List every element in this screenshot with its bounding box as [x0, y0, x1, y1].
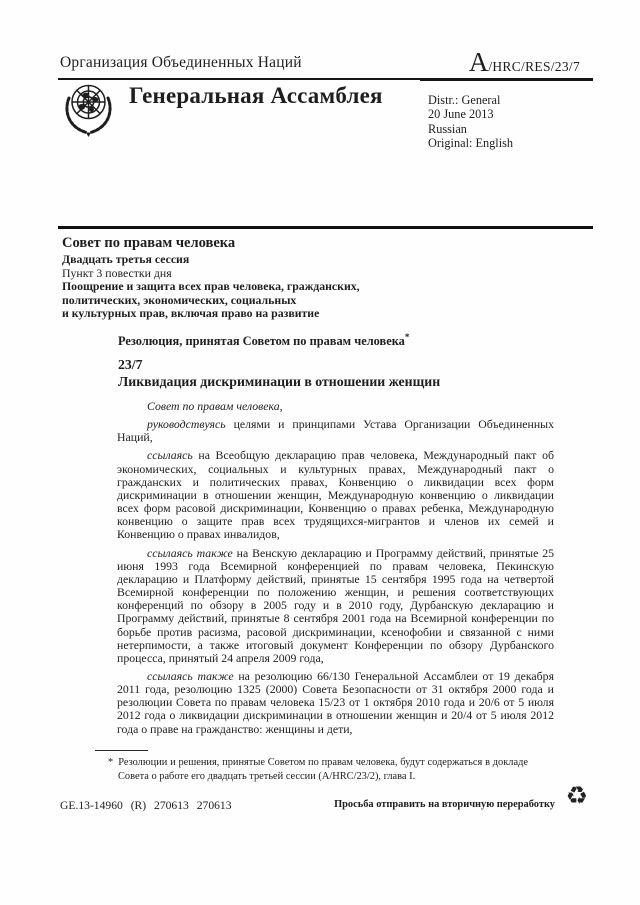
distr-line: Distr.: General [428, 93, 501, 107]
recycle-icon: ♻ [565, 781, 588, 810]
session-number: Двадцать третья сессия [62, 252, 190, 266]
resolution-heading-text: Резолюция, принятая Советом по правам человека [118, 334, 405, 349]
paragraph-lead: руководствуясь [147, 417, 226, 432]
ge-distribution-code: GE.13-14960 (R) 270613 270613 [60, 799, 232, 812]
paragraph-text: на Венскую декларацию и Программу действий, принятые 25 июня 1993 года Всемирной конференцией по правам человека, Пекинскую декларацию и Платформу действий, принятые 15 сентября 1995 года на четвертой Всемирной конференции по положению женщин, и решения соответствующих конференций по обзору в 2005 году и в 2010 году, Дурбанскую декларацию и Программу действий, принятые 8 сентября 2001 года на Всемирной конференции по борьбе против расизма, расовой дискриминации, ксенофобии и связанной с ними нетерпимости, а также итоговый документ Конференции по обзору Дурбанского процесса, принятый 24 апреля 2009 года, [117, 545, 555, 665]
paragraph-text: на Всеобщую декларацию прав человека, Международный пакт об экономических, социальных и культурных правах, Международный пакт о гражданских и политических правах, Конвенцию о ликвидации всех форм дискриминации в отношении женщин, Международную конвенцию о ликвидации всех форм расовой дискриминации, Конвенцию о правах ребенка, Международную конвенцию о защите прав всех трудящихся-мигрантов и членов их семей и Конвенцию о правах инвалидов, [117, 448, 554, 542]
document-symbol-prefix: A [468, 47, 489, 77]
agenda-title-line: Поощрение и защита всех прав человека, гражданских, [62, 279, 360, 293]
resolution-title: Ликвидация дискриминации в отношении женщин [118, 374, 441, 389]
resolution-heading [118, 332, 409, 349]
footnote-reference-mark: * [404, 332, 410, 342]
resolution-body [117, 400, 554, 741]
distr-line: Original: English [428, 136, 514, 151]
council-name: Совет по правам человека [62, 235, 236, 251]
paragraph-lead: ссылаясь также [147, 545, 233, 560]
masthead-rule-right [420, 78, 593, 81]
body-paragraph [117, 418, 554, 444]
masthead-title: Генеральная Ассамблея [129, 83, 383, 108]
footnote-mark: * [108, 757, 114, 768]
un-emblem-icon [61, 81, 116, 138]
masthead-divider [58, 226, 593, 229]
paragraph-lead: Совет по правам человека, [147, 399, 283, 413]
body-paragraph [117, 547, 554, 665]
paragraph-lead: ссылаясь также [147, 668, 234, 683]
agenda-item: Пункт 3 повестки дня [62, 266, 172, 280]
body-paragraph [117, 449, 554, 541]
org-name: Организация Объединенных Наций [60, 54, 302, 71]
paragraph-text: целями и принципами Устава Организации Объединенных Наций, [117, 417, 554, 445]
document-symbol-rest: /HRC/RES/23/7 [488, 59, 580, 74]
agenda-title-line: политических, экономических, социальных [62, 292, 297, 307]
resolution-number: 23/7 [118, 357, 143, 372]
body-paragraph [117, 670, 554, 736]
document-symbol [469, 49, 580, 76]
body-paragraph [117, 400, 554, 413]
paragraph-text: на резолюцию 66/130 Генеральной Ассамблеи от 19 декабря 2011 года, резолюцию 1325 (2000) Совета Безопасности от 31 октября 2000 года и резолюции Совета по правам человека 15/23 от 1 октября 2010 года и 20/6 от 5 июля 2012 года о ликвидации дискриминации в отношении женщин и 20/4 от 5 июля 2012 года о праве на гражданство: женщины и дети, [117, 668, 554, 736]
footnote-text: Резолюции и решения, принятые Советом по правам человека, будут содержаться в докладе Совета о работе его двадцать третьей сессии (A/HRC/23/2), глава I. [118, 757, 528, 782]
footnote [100, 756, 528, 783]
paragraph-lead: ссылаясь [147, 448, 193, 463]
distr-line: 20 June 2013 [428, 107, 494, 122]
distribution-block [428, 93, 513, 151]
distr-line: Russian [428, 121, 467, 136]
session-block [62, 235, 360, 321]
recycle-notice: Просьба отправить на вторичную переработку [334, 799, 555, 810]
agenda-title-line: и культурных прав, включая право на развитие [62, 306, 320, 321]
footnote-separator [95, 750, 148, 751]
